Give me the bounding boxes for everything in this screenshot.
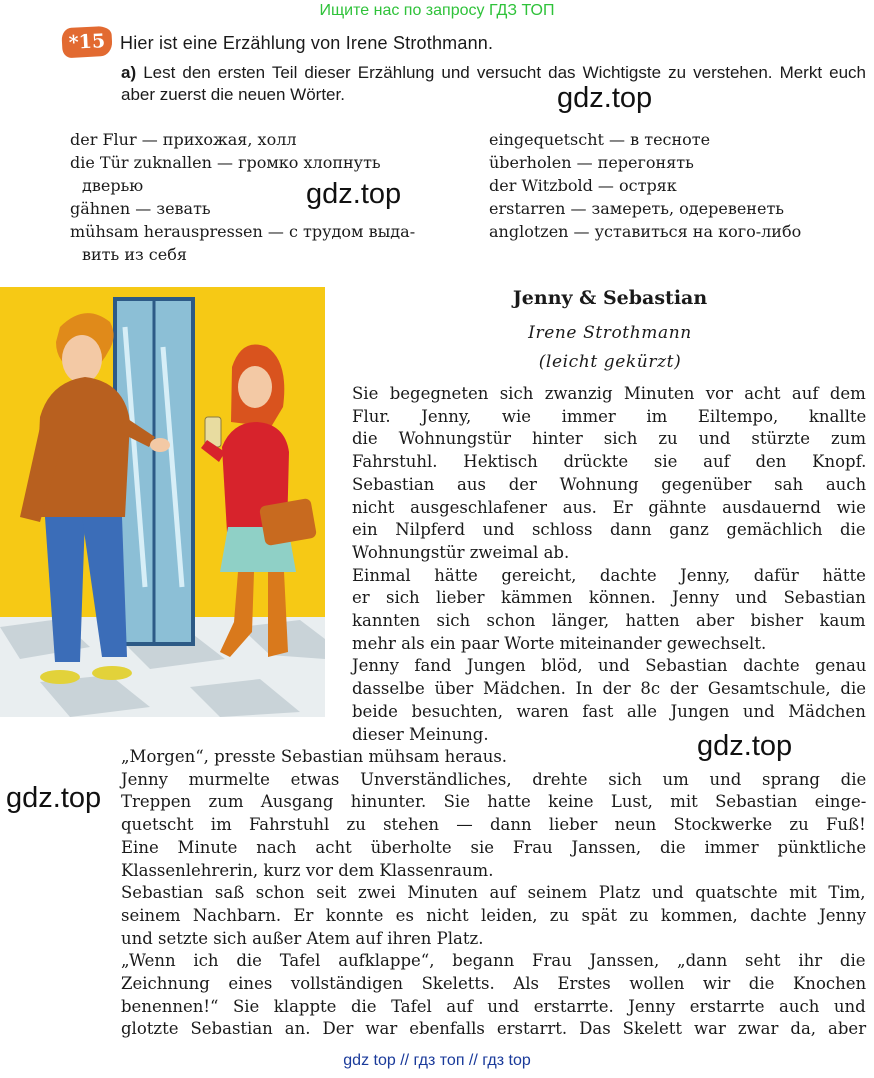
story-line: dasselbe über Mädchen. In der 8c der Gesamtschule, die <box>352 679 866 699</box>
story-line: Sebastian aus der Wohnung gegenüber sah auch <box>352 474 867 494</box>
footer-watermark: gdz top // гдз топ // гдз top <box>343 1052 531 1069</box>
top-banner: Ищите нас по запросу ГДЗ ТОП <box>319 2 555 19</box>
story-line: Einmal hätte gereicht, dachte Jenny, dafür hätte <box>352 565 866 585</box>
vocab-item: eingequetscht — в тесноте <box>489 130 711 149</box>
vocab-item: die Tür zuknallen — громко хлопнуть <box>70 153 381 172</box>
story-line: beide besuchten, waren fast alle Jungen und Mädchen <box>352 701 866 721</box>
story-line: benennen!“ Sie klappte die Tafel auf und erstarrte. Jenny erstarrte auch und <box>121 996 866 1016</box>
story-note: (leicht gekürzt) <box>538 352 682 372</box>
story-author: Irene Strothmann <box>528 323 692 343</box>
story-line: kannten sich schon länger, hatten aber bisher kaum <box>352 611 866 630</box>
vocab-item: überholen — перегонять <box>489 153 694 172</box>
vocabulary-right <box>489 128 801 243</box>
story-line: seinem Nachbarn. Er konnte es nicht leiden, zu spät zu kommen, dachte Jenny <box>121 905 867 925</box>
vocab-item: der Witzbold — остряк <box>489 176 677 195</box>
vocab-item: anglotzen — уставиться на кого-либо <box>489 222 802 241</box>
watermark: gdz.top <box>697 730 793 762</box>
vocab-item: mühsam herauspressen — с трудом выда- <box>70 222 416 241</box>
story-line: Sie begegneten sich zwanzig Minuten vor acht auf dem <box>352 384 866 403</box>
task-a-text: Lest den ersten Teil dieser Erzählung und versucht das Wichtigste zu verstehen. Merkt euch aber zuerst die neuen Wörter. <box>121 63 866 104</box>
vocab-item: erstarren — замереть, одеревенеть <box>489 199 784 218</box>
story-line: Eine Minute nach acht überholte sie Frau Janssen, die immer pünktliche <box>121 837 867 857</box>
story-line: Flur. Jenny, wie immer im Eiltempo, knallte <box>352 406 867 426</box>
task-a <box>121 62 866 106</box>
story-line: Klassenlehrerin, kurz vor dem Klassenraum. <box>121 860 494 880</box>
story-line: Sebastian saß schon seit zwei Minuten auf seinem Platz und quatschte mit Tim, <box>121 883 866 903</box>
story-line: Fahrstuhl. Hektisch drückte sie auf den Knopf. <box>352 452 867 472</box>
vocab-item: дверью <box>82 176 144 195</box>
story-line: und setzte sich außer Atem auf ihren Platz. <box>121 928 484 948</box>
story-line: ein Nilpferd und schloss dann ganz gemächlich die <box>352 520 866 540</box>
story-line: Jenny murmelte etwas Unverständliches, drehte sich um und sprang die <box>121 769 867 789</box>
watermark: gdz.top <box>306 178 402 210</box>
story-line: mehr als ein paar Worte miteinander gewechselt. <box>352 633 767 653</box>
vocab-item: вить из себя <box>82 245 187 264</box>
vocab-item: der Flur — прихожая, холл <box>70 130 297 149</box>
task-a-label: a) <box>121 63 137 82</box>
watermark: gdz.top <box>557 82 653 114</box>
exercise-number-badge: *15 <box>61 26 113 59</box>
story-title: Jenny & Sebastian <box>512 287 708 309</box>
watermark: gdz.top <box>6 782 102 814</box>
vocabulary-left <box>70 128 415 266</box>
story-illustration <box>0 287 325 717</box>
story-line: Jenny fand Jungen blöd, und Sebastian dachte genau <box>352 656 867 676</box>
story-line: „Morgen“, presste Sebastian mühsam heraus. <box>121 747 508 766</box>
story-line: er sich lieber kämmen können. Jenny und Sebastian <box>352 588 866 608</box>
story-line: „Wenn ich die Tafel aufklappe“, begann Frau Janssen, „dann seht ihr die <box>121 951 866 971</box>
story-line: Wohnungstür zweimal ab. <box>352 542 570 562</box>
story-line: nicht ausgeschlafener aus. Er gähnte ausdauernd wie <box>352 497 866 517</box>
story-line: Treppen zum Ausgang hinunter. Sie hatte keine Lust, mit Sebastian einge- <box>121 792 867 812</box>
vocab-item: gähnen — зевать <box>70 199 211 218</box>
exercise-title: Hier ist eine Erzählung von Irene Strothmann. <box>120 33 494 53</box>
story-line: Zeichnung eines vollständigen Skeletts. Als Erstes wollen wir die Knochen <box>121 974 867 993</box>
story-line: die Wohnungstür hinter sich zu und stürzte zum <box>352 429 867 449</box>
story-line: quetscht im Fahrstuhl zu stehen — dann lieber neun Stockwerke zu Fuß! <box>121 815 866 835</box>
story-line: glotzte Sebastian an. Der war ebenfalls erstarrt. Das Skelett war zwar da, aber <box>121 1019 867 1039</box>
story-line: dieser Meinung. <box>352 724 489 744</box>
